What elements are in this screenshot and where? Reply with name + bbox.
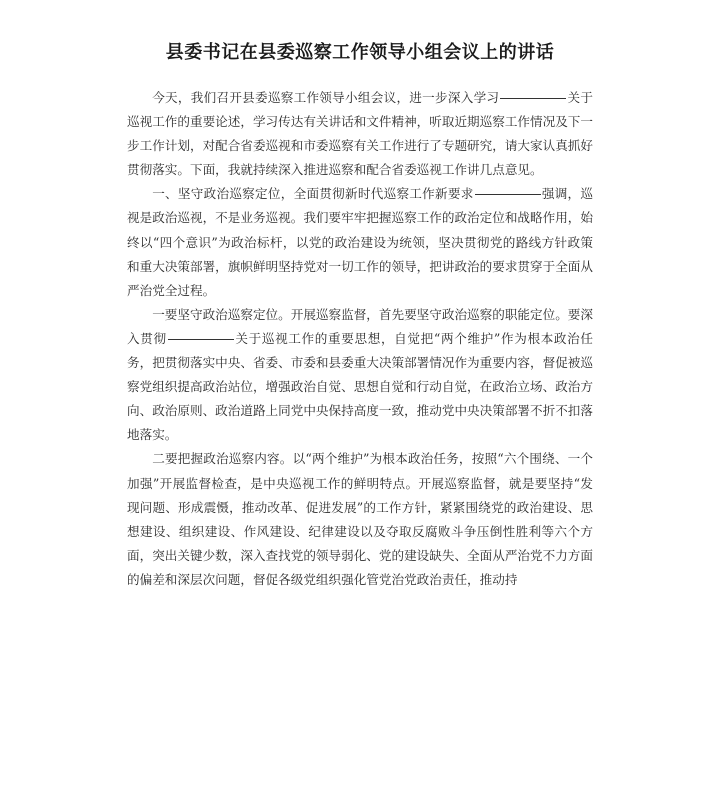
paragraph-text: 二要把握政治巡察内容。以“两个维护”为根本政治任务，按照“六个围绕、一个加强”开展监督检查，是中央巡视工作的鲜明特点。开展巡察监督，就是要坚持“发现问题、形成震慑，推动改革、促进发展”的工作方针，紧紧围绕党的政治建设、思想建设、组织建设、作风建设、纪律建设以及夺取反腐败斗争压倒性胜利等六个方面，突出关键少数，深入查找党的领导弱化、党的建设缺失、全面从严治党不力方面的偏差和深层次问题，督促各级党组织强化管党治党政治责任，推动持 <box>127 451 593 587</box>
fill-in-blank <box>500 97 566 99</box>
document-title: 县委书记在县委巡察工作领导小组会议上的讲话 <box>165 42 555 63</box>
paragraph-text: 一、坚守政治巡察定位，全面贯彻新时代巡察工作新要求 <box>152 186 474 202</box>
paragraph-text: 关于巡视工作的重要论述，学习传达有关讲话和文件精神，听取近期巡察工作情况及下一步工作计划，对配合省委巡视和市委巡察有关工作进行了专题研究，请大家认真抓好贯彻落实。下面，我就持续深入推进巡察和配合省委巡视工作讲几点意见。 <box>127 90 594 178</box>
paragraph-section-1 <box>127 182 593 302</box>
paragraph-text: 今天，我们召开县委巡察工作领导小组会议，进一步深入学习 <box>152 90 500 105</box>
fill-in-blank <box>475 193 541 195</box>
paragraph-text: 一要坚守政治巡察定位。开展巡察监督，首先要坚守政治巡察的职能定位。要深入贯彻 <box>127 306 593 346</box>
document-body <box>127 86 593 592</box>
paragraph-point-2 <box>127 447 593 592</box>
paragraph-text: 强调，巡视是政治巡视，不是业务巡视。我们要牢牢把握巡察工作的政治定位和战略作用，始终以“四个意识”为政治标杆，以党的政治建设为统领，坚决贯彻党的路线方针政策和重大决策部署，旗帜鲜明坚持党对一切工作的领导，把讲政治的要求贯穿于全面从严治党全过程。 <box>127 186 594 298</box>
paragraph-text: 关于巡视工作的重要思想，自觉把“两个维护”作为根本政治任务，把贯彻落实中央、省委、市委和县委重大决策部署情况作为重要内容，督促被巡察党组织提高政治站位，增强政治自觉、思想自觉和行动自觉，在政治立场、政治方向、政治原则、政治道路上同党中央保持高度一致，推动党中央决策部署不折不扣落地落实。 <box>127 330 593 443</box>
fill-in-blank <box>168 338 234 340</box>
paragraph-intro <box>127 86 593 182</box>
paragraph-point-1 <box>127 303 593 448</box>
